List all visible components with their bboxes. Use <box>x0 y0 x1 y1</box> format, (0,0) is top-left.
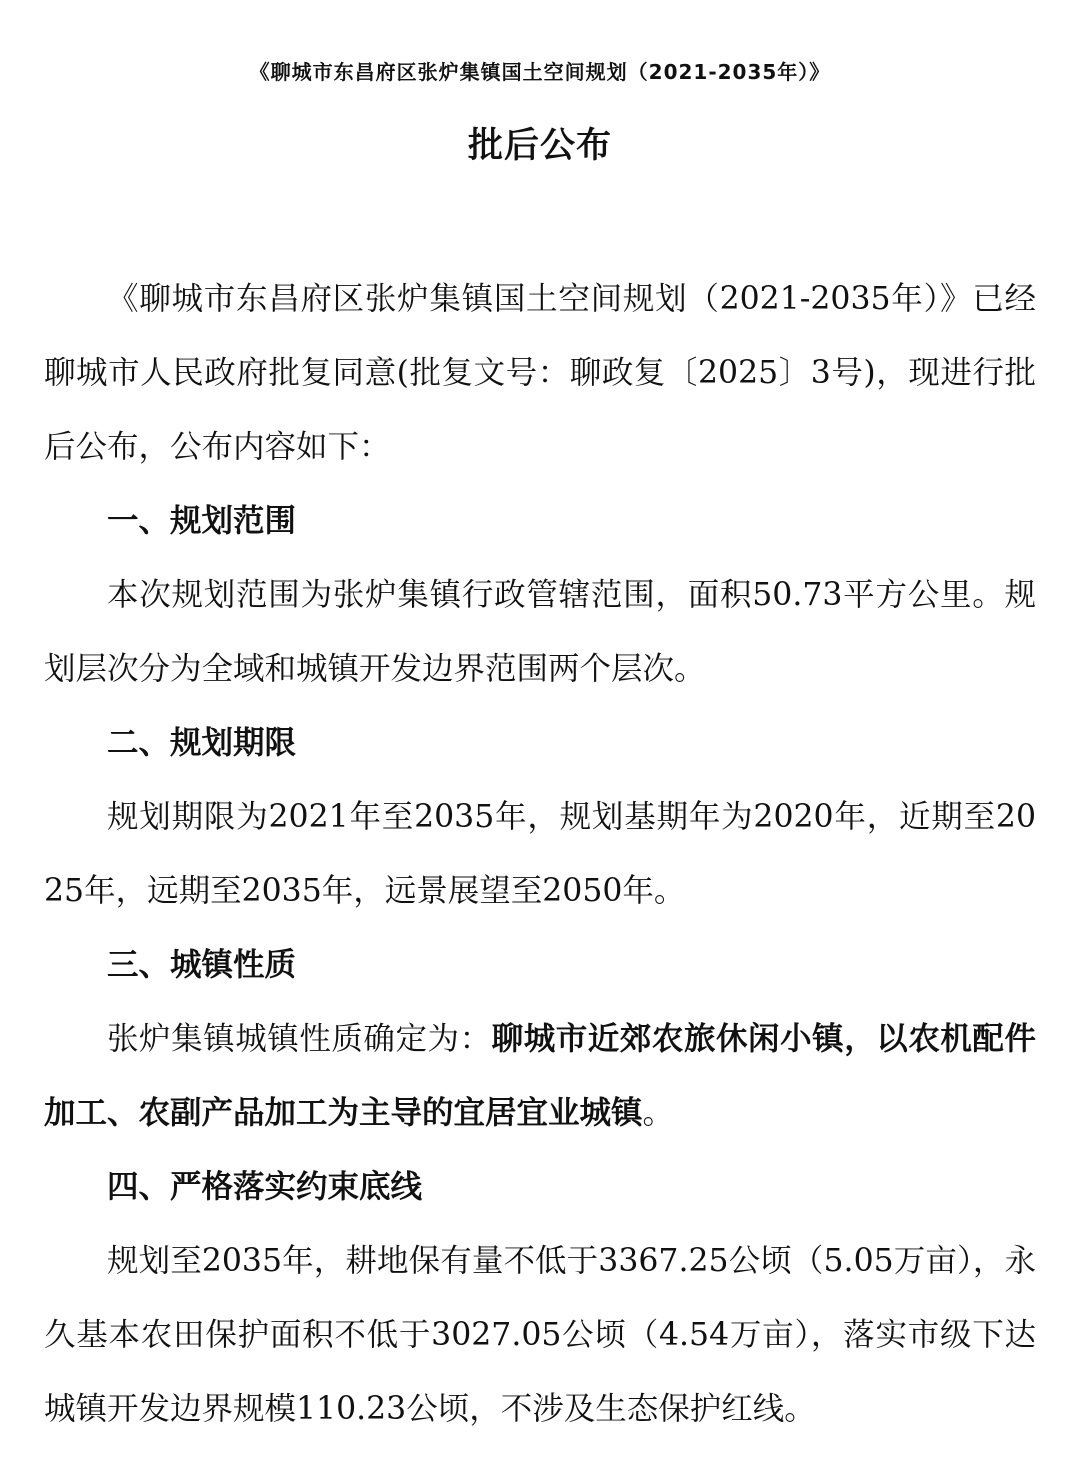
section-text-period: 规划期限为2021年至2035年，规划基期年为2020年，近期至2025年，远期至2035年，远景展望至2050年。 <box>44 799 1036 909</box>
section-heading-period: 二、规划期限 <box>107 725 297 761</box>
document-title: 《聊城市东昌府区张炉集镇国土空间规划（2021-2035年）》 <box>249 60 831 84</box>
nature-bold-text: 聊城市近郊农旅休闲小镇，以农机配件 加工、农副产品加工为主导的宜居宜业城镇 <box>44 1021 1036 1131</box>
nature-prefix: 张炉集镇城镇性质确定为： <box>107 1021 492 1057</box>
document-subtitle: 批后公布 <box>467 126 612 166</box>
section-text-nature <box>44 1002 1036 1150</box>
section-heading-nature: 三、城镇性质 <box>107 947 297 983</box>
section-text-constraints: 规划至2035年，耕地保有量不低于3367.25公顷（5.05万亩），永久基本农田保护面积不低于3027.05公顷（4.54万亩），落实市级下达城镇开发边界规模110.23公顷，不涉及生态保护红线。 <box>44 1243 1036 1427</box>
section-text-scope: 本次规划范围为张炉集镇行政管辖范围，面积50.73平方公里。规划层次分为全域和城镇开发边界范围两个层次。 <box>44 577 1036 687</box>
section-heading-constraints: 四、严格落实约束底线 <box>107 1169 423 1205</box>
document-body <box>44 262 1036 1446</box>
section-heading-scope: 一、规划范围 <box>107 503 297 539</box>
intro-paragraph: 《聊城市东昌府区张炉集镇国土空间规划（2021-2035年）》已经聊城市人民政府批复同意(批复文号：聊政复〔2025〕3号)，现进行批后公布，公布内容如下： <box>44 281 1036 465</box>
nature-suffix: 。 <box>642 1095 675 1131</box>
